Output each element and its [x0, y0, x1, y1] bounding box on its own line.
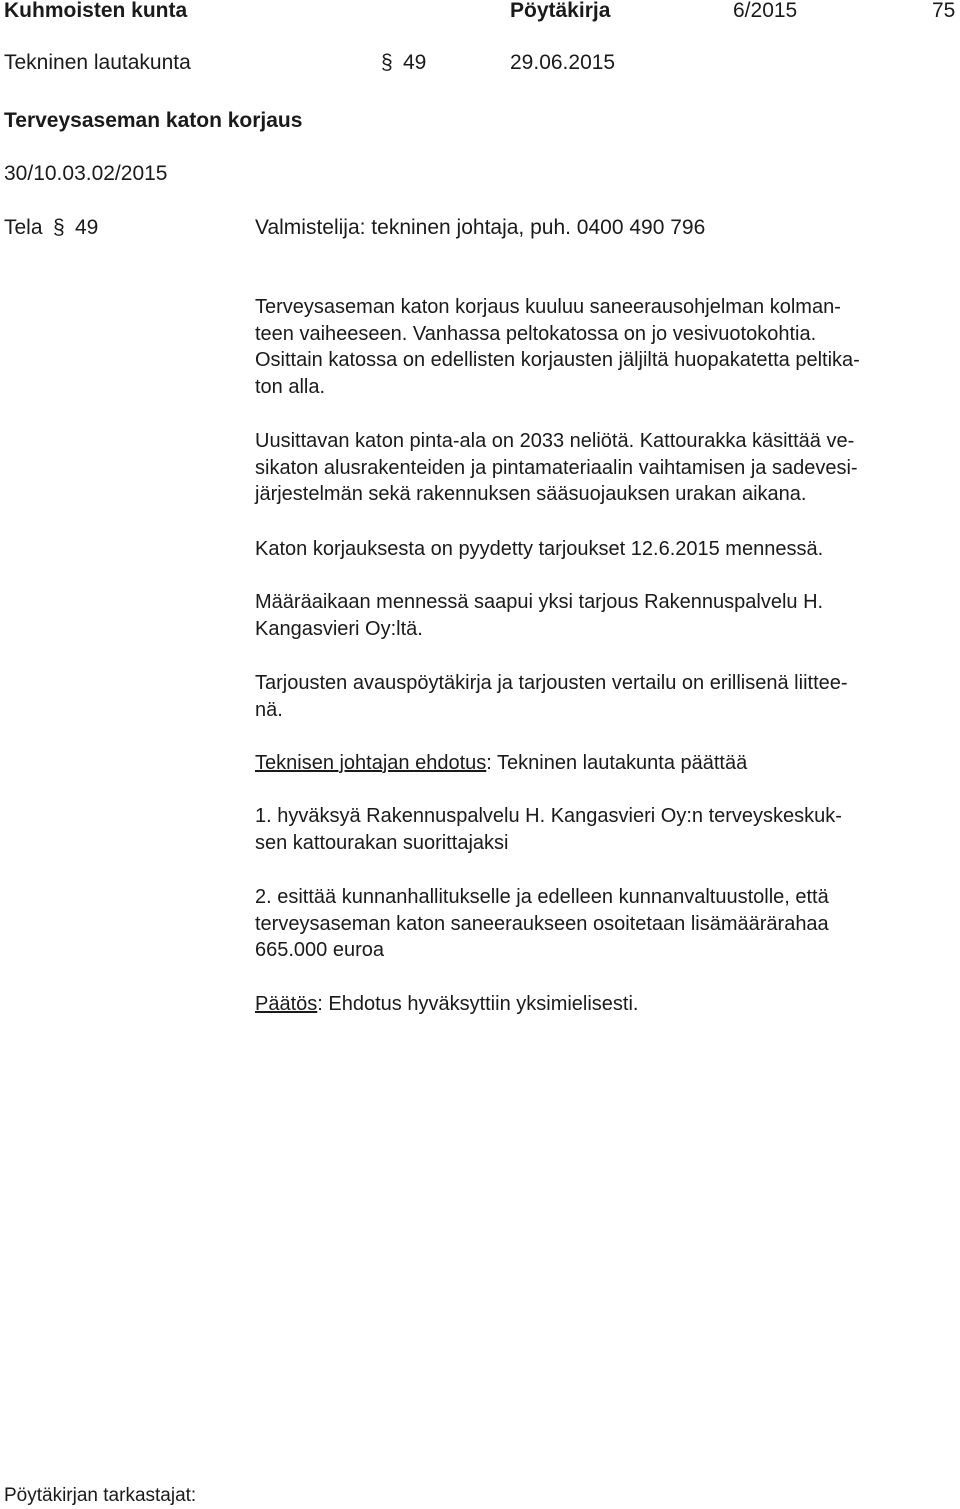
text-line: nä.: [255, 698, 283, 721]
text-line: Uusittavan katon pinta-ala on 2033 neliötä. Kattourakka käsittää ve-: [255, 430, 855, 452]
item-title: Terveysaseman katon korjaus: [4, 109, 303, 132]
decision: [255, 991, 950, 1018]
page-number: 75: [932, 0, 956, 22]
paragraph-attachment: [255, 670, 950, 723]
decision-text: : Ehdotus hyväksyttiin yksimielisesti.: [317, 993, 639, 1015]
proposal-label: Teknisen johtajan ehdotus: [255, 752, 487, 774]
text-line: Tarjousten avauspöytäkirja ja tarjousten vertailu on erillisenä liittee-: [255, 672, 848, 694]
proposal-text: : Tekninen lautakunta päättää: [486, 752, 748, 774]
reviewers-label: Pöytäkirjan tarkastajat:: [4, 1485, 197, 1506]
record-id: 30/10.03.02/2015: [4, 162, 168, 185]
text-line: teen vaiheeseen. Vanhassa peltokatossa on jo vesivuotokohtia.: [255, 322, 817, 345]
tela-section-number: 49: [75, 216, 99, 239]
section-sign: §: [381, 51, 393, 74]
text-line: ton alla.: [255, 375, 326, 398]
text-line: Määräaikaan mennessä saapui yksi tarjous Rakennuspalvelu H.: [255, 591, 824, 613]
document-type: Pöytäkirja: [510, 0, 611, 22]
decision-label: Päätös: [255, 993, 318, 1015]
paragraph-tender-received: [255, 589, 950, 642]
committee-name: Tekninen lautakunta: [4, 51, 191, 74]
paragraph-tender-request: [255, 536, 950, 563]
text-line: Terveysaseman katon korjaus kuuluu saneerausohjelman kolman-: [255, 296, 841, 318]
text-line: sen kattourakan suorittajaksi: [255, 831, 509, 854]
text-line: Kangasvieri Oy:ltä.: [255, 617, 423, 640]
tela-label: Tela: [4, 216, 43, 239]
paragraph-roof-area: [255, 428, 950, 508]
text-line: järjestelmän sekä rakennuksen sääsuojauksen urakan aikana.: [255, 483, 807, 505]
text-line: 2. esittää kunnanhallitukselle ja edelleen kunnanvaltuustolle, että: [255, 886, 829, 908]
document-number: 6/2015: [733, 0, 798, 22]
proposal-point-2: [255, 884, 950, 964]
tela-section-sign: §: [53, 216, 65, 239]
section-number: 49: [403, 51, 427, 74]
proposal-heading: [255, 750, 950, 777]
text-line: 1. hyväksyä Rakennuspalvelu H. Kangasvieri Oy:n terveyskeskuk-: [255, 805, 842, 827]
preparer-info: Valmistelija: tekninen johtaja, puh. 0400 490 796: [255, 216, 706, 239]
text-line: terveysaseman katon saneeraukseen osoitetaan lisämäärärahaa: [255, 912, 829, 935]
proposal-point-1: [255, 803, 950, 856]
text-line: sikaton alusrakenteiden ja pintamateriaalin vaihtamisen ja sadevesi-: [255, 456, 858, 479]
text-line: Katon korjauksesta on pyydetty tarjoukset 12.6.2015 mennessä.: [255, 538, 824, 560]
municipality-name: Kuhmoisten kunta: [4, 0, 188, 22]
paragraph-roof-background: [255, 294, 950, 400]
meeting-date: 29.06.2015: [510, 51, 616, 74]
text-line: 665.000 euroa: [255, 939, 385, 961]
text-line: Osittain katossa on edellisten korjausten jäljiltä huopakatetta peltika-: [255, 349, 860, 371]
